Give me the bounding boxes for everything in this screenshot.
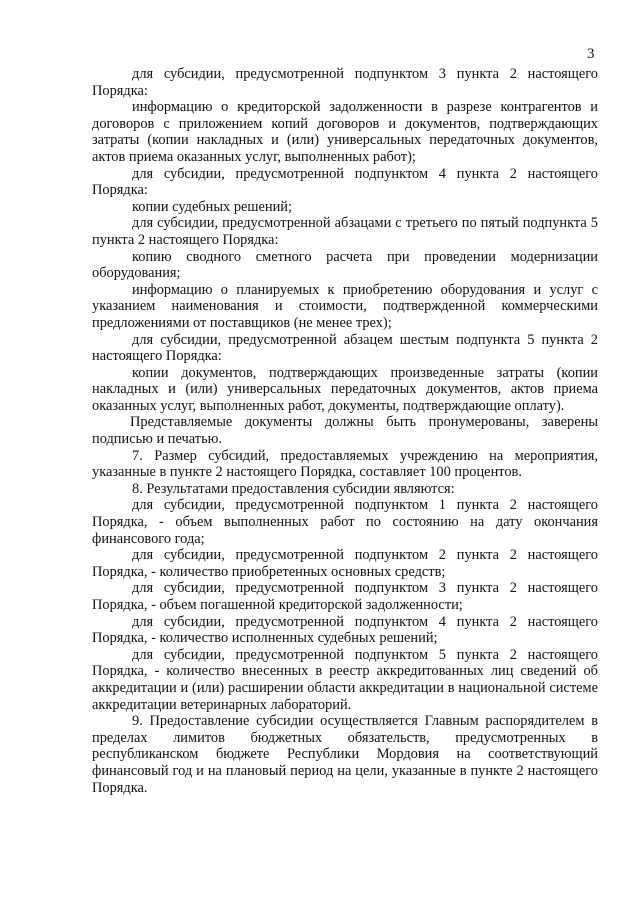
paragraph: копии судебных решений; — [132, 198, 292, 215]
paragraph: Представляемые документы должны быть пронумерованы, заверены подписью и печатью. — [92, 414, 598, 448]
paragraph: информацию о планируемых к приобретению оборудования и услуг с указанием наименования и стоимости, подтвержденной коммерческими предложениями от поставщиков (не менее трех); — [92, 281, 598, 331]
paragraph: для субсидии, предусмотренной абзацами с третьего по пятый подпункта 5 пункта 2 настоящего Порядка: — [92, 215, 598, 248]
paragraph: 8. Результатами предоставления субсидии являются: — [132, 480, 455, 497]
paragraph: для субсидии, предусмотренной подпунктом 3 пункта 2 настоящего Порядка: — [92, 66, 598, 99]
document-body — [92, 66, 598, 796]
paragraph: для субсидии, предусмотренной подпунктом 4 пункта 2 настоящего Порядка: — [92, 165, 598, 199]
paragraph: информацию о кредиторской задолженности в разрезе контрагентов и договоров с приложением копий договоров и документов, подтверждающих затраты (копии накладных и (или) универсальных передаточных документов, актов приема оказанных услуг, выполненных работ); — [92, 99, 598, 165]
paragraph: для субсидии, предусмотренной абзацем шестым подпункта 5 пункта 2 настоящего Порядка: — [92, 331, 598, 365]
paragraph: 9. Предоставление субсидии осуществляется Главным распорядителем в пределах лимитов бюджетных обязательств, предусмотренных в республиканском бюджете Республики Мордовия на соответствующий финансовый год и на плановый период на цели, указанные в пункте 2 настоящего Порядка. — [92, 713, 598, 796]
paragraph: для субсидии, предусмотренной подпунктом 5 пункта 2 настоящего Порядка, - количество внесенных в реестр аккредитованных лиц сведений об аккредитации и (или) расширении области аккредитации в национальной системе аккредитации ветеринарных лабораторий. — [92, 646, 598, 713]
paragraph: копии документов, подтверждающих произведенные затраты (копии накладных и (или) универсальных передаточных документов, актов приема оказанных услуг, выполненных работ, документы, подтверждающие оплату). — [92, 364, 598, 414]
paragraph: 7. Размер субсидий, предоставляемых учреждению на мероприятия, указанные в пункте 2 настоящего Порядка, составляет 100 процентов. — [92, 447, 598, 481]
paragraph: для субсидии, предусмотренной подпунктом 2 пункта 2 настоящего Порядка, - количество приобретенных основных средств; — [92, 547, 598, 580]
paragraph: для субсидии, предусмотренной подпунктом 4 пункта 2 настоящего Порядка, - количество исполненных судебных решений; — [92, 613, 598, 647]
page-number: 3 — [587, 46, 595, 62]
paragraph: для субсидии, предусмотренной подпунктом 1 пункта 2 настоящего Порядка, - объем выполненных работ по состоянию на дату окончания финансового года; — [92, 497, 598, 547]
paragraph: для субсидии, предусмотренной подпунктом 3 пункта 2 настоящего Порядка, - объем погашенной кредиторской задолженности; — [92, 580, 598, 613]
paragraph: копию сводного сметного расчета при проведении модернизации оборудования; — [92, 248, 598, 282]
